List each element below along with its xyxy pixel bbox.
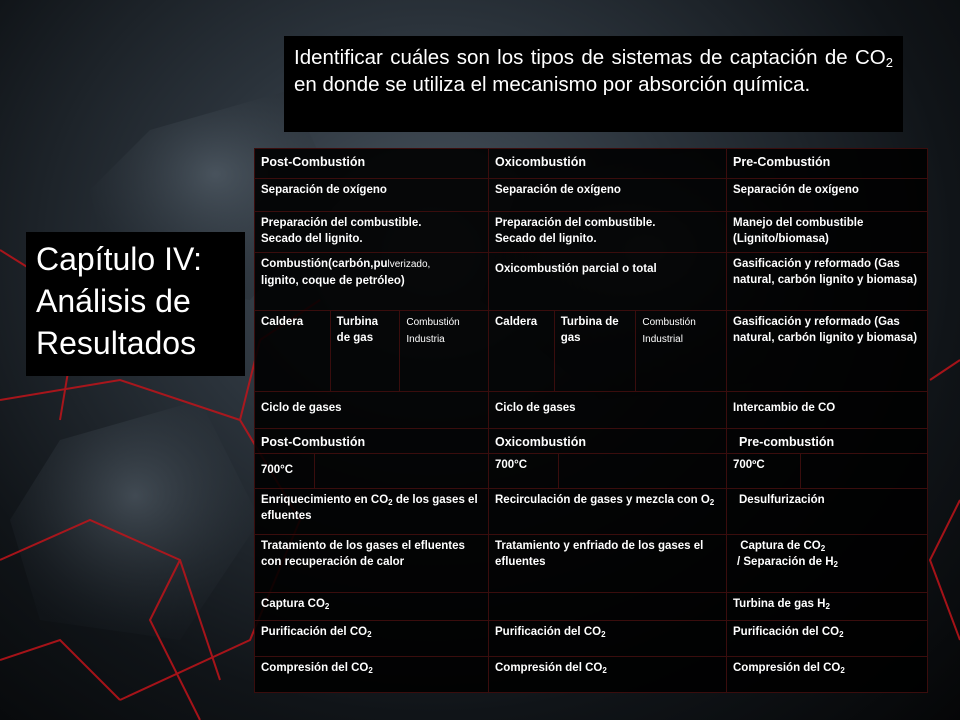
table-cell: Caldera xyxy=(489,311,555,391)
table-cell: Combustión Industria xyxy=(406,317,460,345)
table-cell xyxy=(801,454,927,488)
table-row xyxy=(255,489,928,535)
table-cell: Pre-combustión xyxy=(727,429,928,454)
table-cell: Enriquecimiento en $CO_2$ de los gases el efluentes xyxy=(255,489,489,535)
table-row xyxy=(255,212,928,253)
chapter-line-2: Análisis de xyxy=(36,283,191,319)
table-cell: Combustión Industrial xyxy=(642,317,696,345)
table-cell: Oxicombustión parcial o total xyxy=(489,253,727,311)
table-cell: Manejo del combustible (Lignito/biomasa) xyxy=(727,212,928,253)
table-row xyxy=(255,593,928,621)
table-row xyxy=(255,657,928,693)
table-cell xyxy=(559,454,726,488)
table-cell xyxy=(489,593,727,621)
table-cell: Tratamiento de los gases el efluentes con recuperación de calor xyxy=(255,535,489,593)
header-pre-combustion: Pre-Combustión xyxy=(727,149,928,179)
table-row xyxy=(255,535,928,593)
table-cell xyxy=(315,454,488,488)
slide-title-box xyxy=(284,36,903,132)
table-cell: Turbina de gas xyxy=(555,311,637,391)
table-cell: Caldera xyxy=(255,311,331,391)
table-cell: Turbina de gas xyxy=(331,311,401,391)
table-row xyxy=(255,621,928,657)
title-subscript: 2 xyxy=(885,55,893,70)
table-cell: Compresión del $CO_2$ xyxy=(255,657,489,693)
table-cell: Tratamiento y enfriado de los gases el efluentes xyxy=(489,535,727,593)
table-cell: Captura $CO_2$ xyxy=(255,593,489,621)
table-cell: Preparación del combustible. Secado del lignito. xyxy=(255,212,489,253)
capture-systems-table xyxy=(254,148,928,693)
table-cell: Intercambio de CO xyxy=(727,392,928,429)
hexagon-shape xyxy=(10,400,260,640)
table-cell: Separación de oxígeno xyxy=(489,179,727,212)
table-cell: 700°C xyxy=(255,454,315,488)
chapter-line-1: Capítulo IV: xyxy=(36,241,203,277)
header-post-combustion: Post-Combustión xyxy=(255,149,489,179)
red-grid-line xyxy=(930,500,960,640)
header-oxicombustion: Oxicombustión xyxy=(489,149,727,179)
table-cell-split xyxy=(255,311,489,392)
table-header-row xyxy=(255,149,928,179)
table-row xyxy=(255,179,928,212)
table-cell: Post-Combustión xyxy=(255,429,489,454)
table-cell-split xyxy=(255,454,489,489)
table-cell: Recirculación de gases y mezcla con $O_2$ xyxy=(489,489,727,535)
red-grid-line xyxy=(0,640,120,700)
table-cell: Desulfurización xyxy=(727,489,928,535)
table-row xyxy=(255,454,928,489)
table-row xyxy=(255,429,928,454)
red-grid-line xyxy=(930,360,960,380)
title-text-post: en donde se utiliza el mecanismo por absorción química. xyxy=(294,73,811,96)
chapter-heading-box xyxy=(26,232,245,376)
table-row xyxy=(255,253,928,311)
table-cell: Separación de oxígeno xyxy=(727,179,928,212)
table-cell: Compresión del $CO_2$ xyxy=(489,657,727,693)
table-cell: Combustión(carbón,pulverizado, lignito, coque de petróleo) xyxy=(255,253,489,311)
table-cell: 700ºC xyxy=(727,454,801,488)
table-cell: Ciclo de gases xyxy=(489,392,727,429)
table-cell: 700°C xyxy=(489,454,559,488)
table-cell: Ciclo de gases xyxy=(255,392,489,429)
table-cell-split xyxy=(727,454,928,489)
table-cell: Captura de $CO_2$ / Separación de $H_2$ xyxy=(727,535,928,593)
table-cell: Purificación del $CO_2$ xyxy=(489,621,727,657)
chapter-line-3: Resultados xyxy=(36,325,197,361)
table-cell-split xyxy=(489,454,727,489)
table-cell: Preparación del combustible. Secado del lignito. xyxy=(489,212,727,253)
table-cell: Gasificación y reformado (Gas natural, carbón lignito y biomasa) xyxy=(727,311,928,392)
title-text-pre: Identificar cuáles son los tipos de sistemas de captación de CO xyxy=(294,46,886,69)
table-cell: Separación de oxígeno xyxy=(255,179,489,212)
table-row xyxy=(255,392,928,429)
table-cell: Gasificación y reformado (Gas natural, carbón lignito y biomasa) xyxy=(727,253,928,311)
table-cell-split xyxy=(489,311,727,392)
table-cell: Oxicombustión xyxy=(489,429,727,454)
table-row xyxy=(255,311,928,392)
table-cell: Compresión del $CO_2$ xyxy=(727,657,928,693)
table-cell: Turbina de gas $H_2$ xyxy=(727,593,928,621)
table-cell: Purificación del $CO_2$ xyxy=(255,621,489,657)
table-cell: Purificación del $CO_2$ xyxy=(727,621,928,657)
